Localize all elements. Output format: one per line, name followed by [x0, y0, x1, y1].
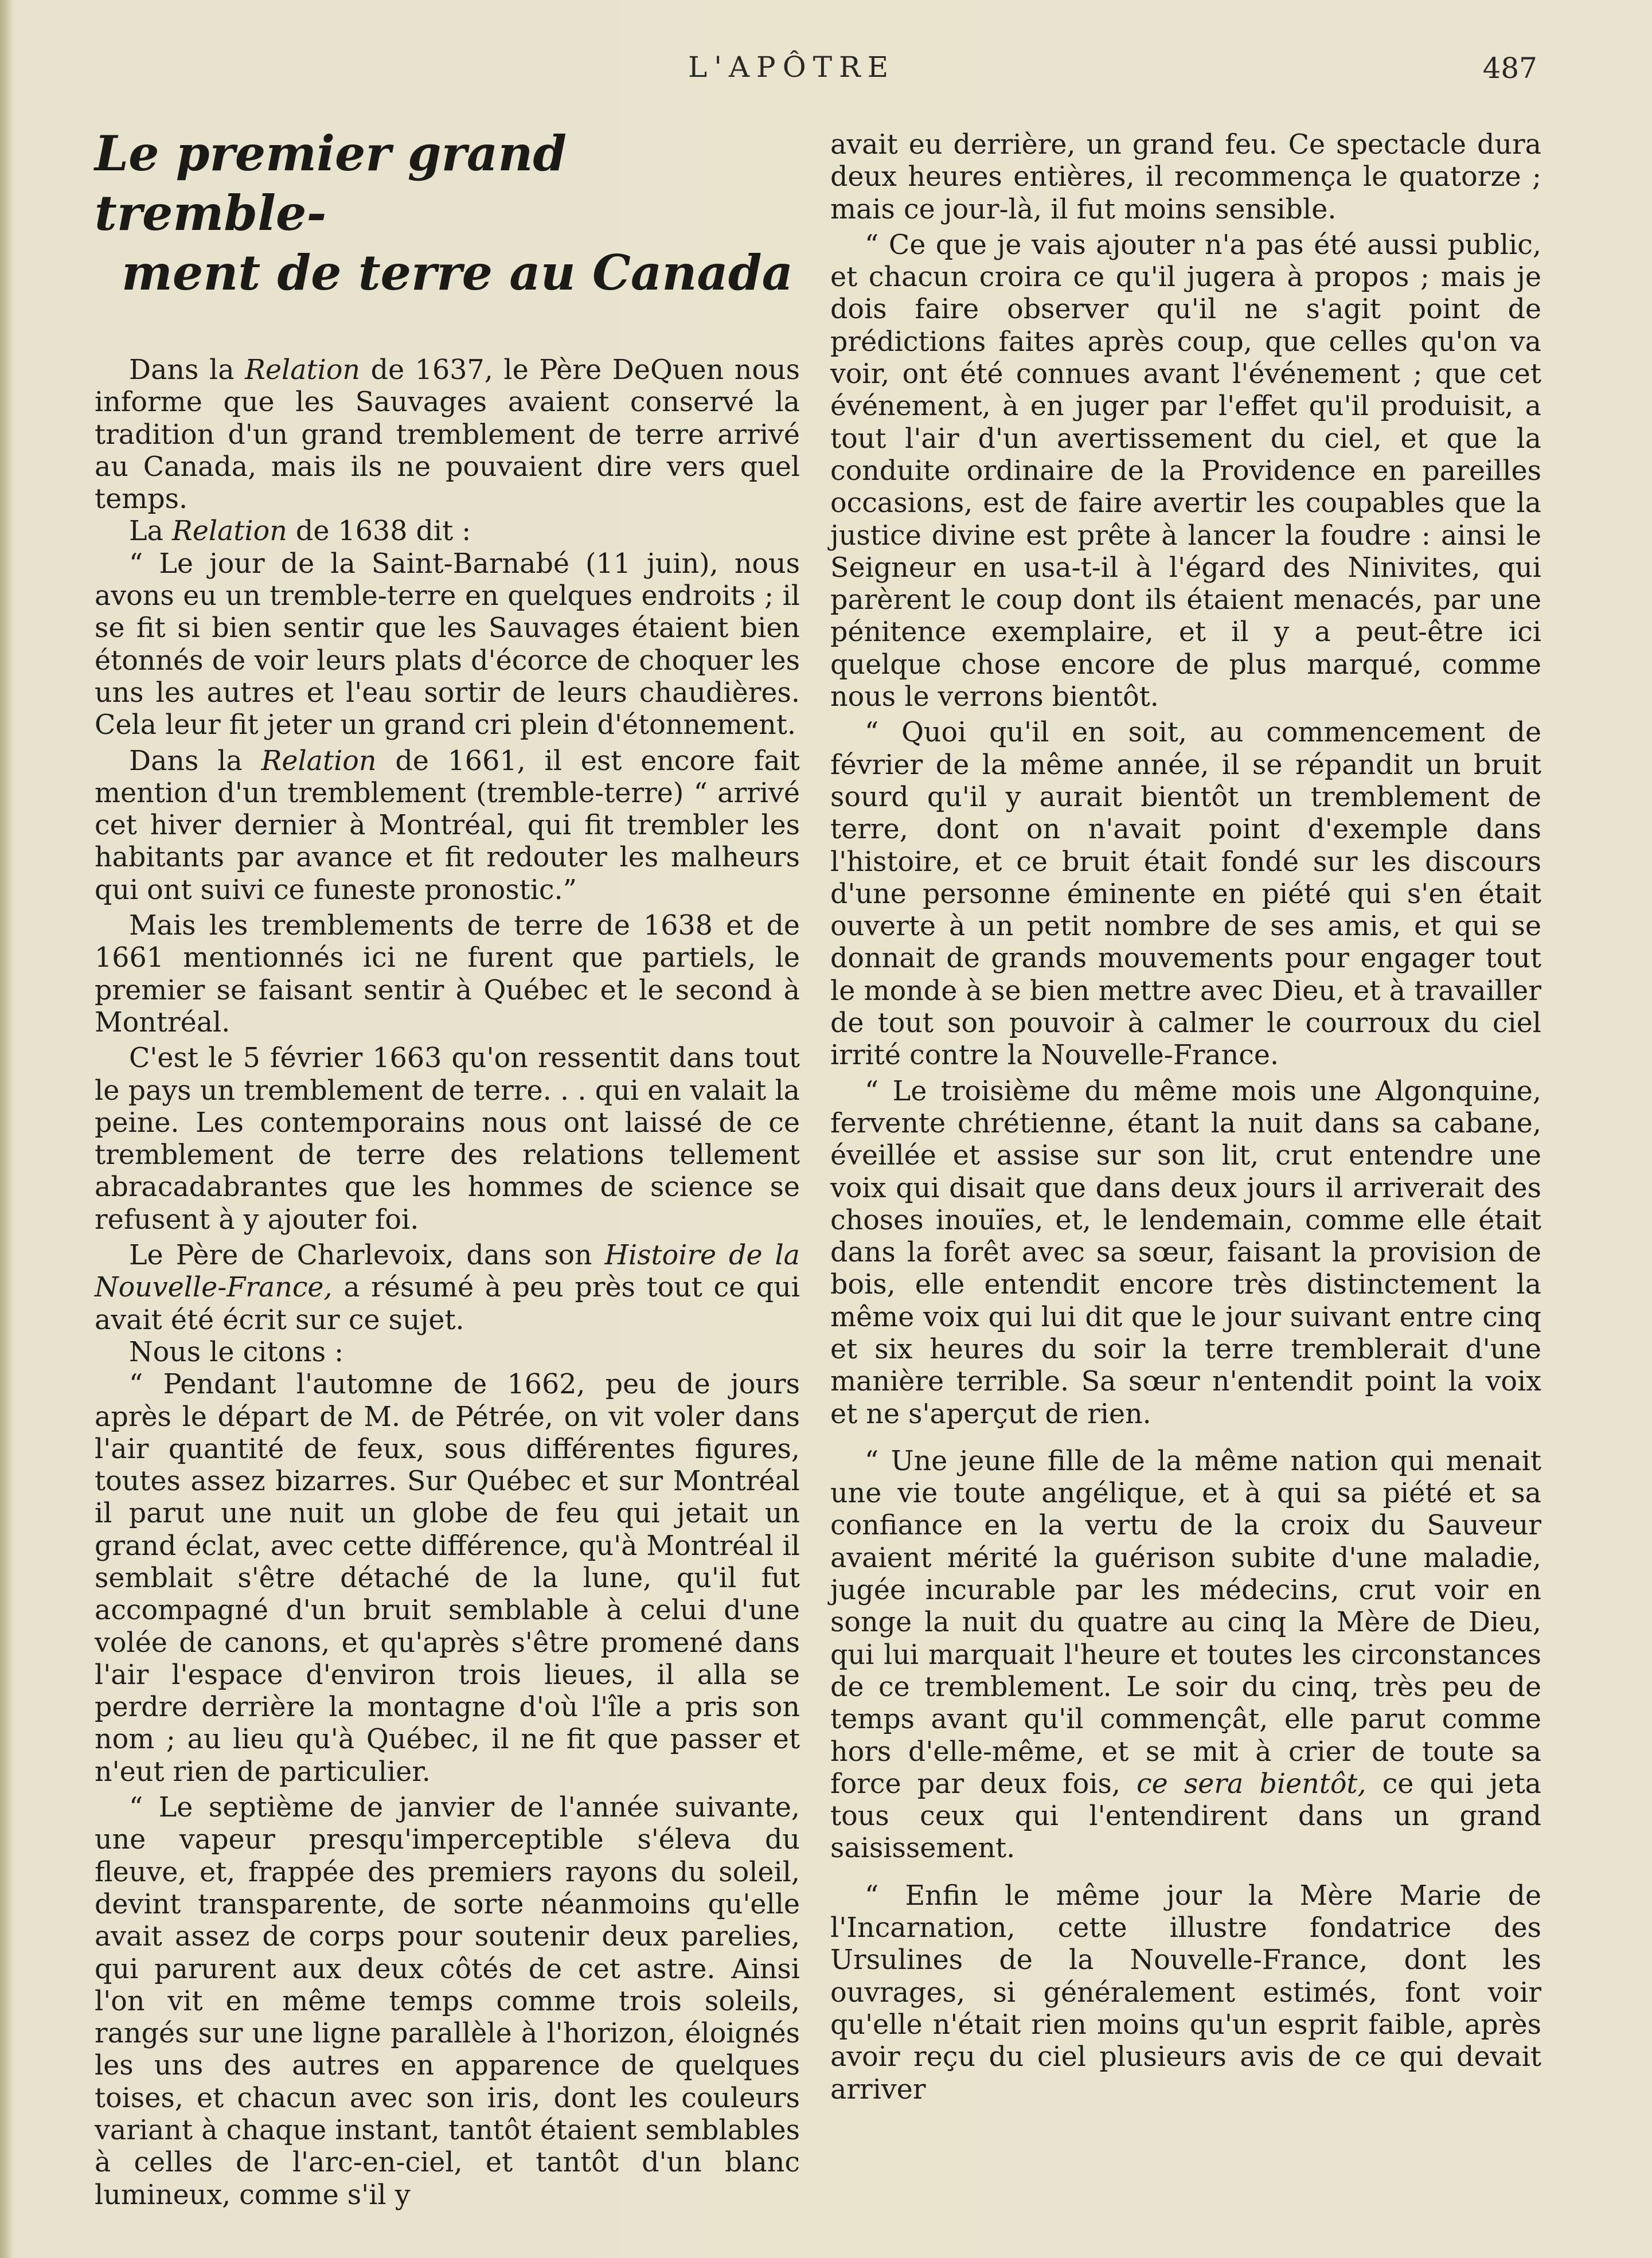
paragraph: Le Père de Charlevoix, dans son Histoire de la Nouvelle-France, a résumé à peu près tout ce qui avait été écrit sur ce sujet. — [95, 1240, 800, 1336]
paragraph: Nous le citons : — [129, 1336, 344, 1368]
paragraph: Dans la Relation de 1661, il est encore fait mention d'un tremblement (tremble-terre) “ arrivé cet hiver dernier à Montréal, qui fit trembler les habitants par avance et fit redouter les malheurs qui ont suivi ce funeste pronostic.” — [95, 745, 800, 906]
paragraph: Dans la Relation de 1637, le Père DeQuen nous informe que les Sauvages avaient conservé la tradition d'un grand tremblement de terre arrivé au Canada, mais ils ne pouvaient dire vers quel temps. — [95, 354, 800, 515]
page-number: 487 — [1482, 52, 1537, 85]
paragraph: avait eu derrière, un grand feu. Ce spectacle dura deux heures entières, il recommença le quatorze ; mais ce jour-là, il fut moins sensible. — [830, 129, 1541, 225]
article-title-line-1: Le premier grand tremble- — [95, 125, 567, 241]
article-title-line-2: ment de terre au Canada — [122, 244, 793, 301]
quote-paragraph: “ Pendant l'automne de 1662, peu de jours après le départ de M. de Pétrée, on vit voler dans l'air quantité de feux, sous différentes figures, toutes assez bizarres. Sur Québec et sur Montréal il parut une nuit un globe de feu qui jetait un grand éclat, avec cette différence, qu'à Montréal il semblait s'être détaché de la lune, qu'il fut accompagné d'un bruit semblable à celui d'une volée de canons, et qu'après s'être promené dans l'air l'espace d'environ trois lieues, il alla se perdre derrière la montagne d'où l'île a pris son nom ; au lieu qu'à Québec, il ne fit que passer et n'eut rien de particulier. — [95, 1369, 800, 1788]
running-title: L'APÔTRE — [688, 50, 896, 84]
paragraph: La Relation de 1638 dit : — [129, 515, 471, 548]
quote-paragraph: “ Une jeune fille de la même nation qui menait une vie toute angélique, et à qui sa piété et sa confiance en la vertu de la croix du Sauveur avaient mérité la guérison subite d'une maladie, jugée incurable par les médecins, crut voir en songe la nuit du quatre au cinq la Mère de Dieu, qui lui marquait l'heure et toutes les circonstances de ce tremblement. Le soir du cinq, très peu de temps avant qu'il commençât, elle parut comme hors d'elle-même, et se mit à crier de toute sa force par deux fois, ce sera bientôt, ce qui jeta tous ceux qui l'entendirent dans un grand saisissement. — [830, 1445, 1541, 1865]
quote-paragraph: “ Le jour de la Saint-Barnabé (11 juin), nous avons eu un tremble-terre en quelques endroits ; il se fit si bien sentir que les Sauvages étaient bien étonnés de voir leurs plats d'écorce de choquer les uns les autres et l'eau sortir de leurs chaudières. Cela leur fit jeter un grand cri plein d'étonnement. — [95, 548, 800, 741]
paragraph: C'est le 5 février 1663 qu'on ressentit dans tout le pays un tremblement de terre. . . qui en valait la peine. Les contemporains nous ont laissé de ce tremblement de terre des relations tellement abracadabrantes que les hommes de science se refusent à y ajouter foi. — [95, 1042, 800, 1236]
right-column — [830, 129, 1541, 2106]
spine-shadow — [0, 0, 13, 2258]
paragraph: Mais les tremblements de terre de 1638 et de 1661 mentionnés ici ne furent que partiels, le premier se faisant sentir à Québec et le second à Montréal. — [95, 910, 800, 1038]
quote-paragraph: “ Le troisième du même mois une Algonquine, fervente chrétienne, étant la nuit dans sa cabane, éveillée et assise sur son lit, crut entendre une voix qui disait que dans deux jours il arriverait des choses inouïes, et, le lendemain, comme elle était dans la forêt avec sa sœur, faisant la provision de bois, elle entendit encore très distinctement la même voix qui lui dit que le jour suivant entre cinq et six heures du soir la terre tremblerait d'une manière terrible. Sa sœur n'entendit point la voix et ne s'aperçut de rien. — [830, 1075, 1541, 1430]
quote-paragraph: “ Enfin le même jour la Mère Marie de l'Incarnation, cette illustre fondatrice des Ursulines de la Nouvelle-France, dont les ouvrages, si généralement estimés, font voir qu'elle n'était rien moins qu'un esprit faible, après avoir reçu du ciel plusieurs avis de ce qui devait arriver — [830, 1880, 1541, 2105]
left-column — [95, 124, 800, 2212]
quote-paragraph: “ Ce que je vais ajouter n'a pas été aussi public, et chacun croira ce qu'il jugera à propos ; mais je dois faire observer qu'il ne s'agit point de prédictions faites après coup, que celles qu'on va voir, ont été connues avant l'événement ; que cet événement, à en juger par l'effet qu'il produisit, a tout l'air d'un avertissement du ciel, et que la conduite ordinaire de la Providence en pareilles occasions, est de faire avertir les coupables que la justice divine est prête à lancer la foudre : ainsi le Seigneur en usa-t-il à l'égard des Ninivites, qui parèrent le coup dont ils étaient menacés, par une pénitence exemplaire, et il y a peut-être ici quelque chose encore de plus marqué, comme nous le verrons bientôt. — [830, 229, 1541, 713]
quote-paragraph: “ Le septième de janvier de l'année suivante, une vapeur presqu'imperceptible s'éleva du fleuve, et, frappée des premiers rayons du soleil, devint transparente, de sorte néanmoins qu'elle avait assez de corps pour soutenir deux parelies, qui parurent aux deux côtés de cet astre. Ainsi l'on vit en même temps comme trois soleils, rangés sur une ligne parallèle à l'horizon, éloignés les uns des autres en apparence de quelques toises, et chacun avec son iris, dont les couleurs variant à chaque instant, tantôt étaient semblables à celles de l'arc-en-ciel, et tantôt d'un blanc lumineux, comme s'il y — [95, 1792, 800, 2211]
article-title — [95, 124, 800, 303]
quote-paragraph: “ Quoi qu'il en soit, au commencement de février de la même année, il se répandit un bruit sourd qu'il y aurait bientôt un tremblement de terre, dont on n'avait point d'exemple dans l'histoire, et ce bruit était fondé sur les discours d'une personne éminente en piété qui s'en était ouverte à un petit nombre de ses amis, et qui se donnait de grands mouvements pour engager tout le monde à se bien mettre avec Dieu, et à travailler de tout son pouvoir à calmer le courroux du ciel irrité contre la Nouvelle-France. — [830, 717, 1541, 1072]
